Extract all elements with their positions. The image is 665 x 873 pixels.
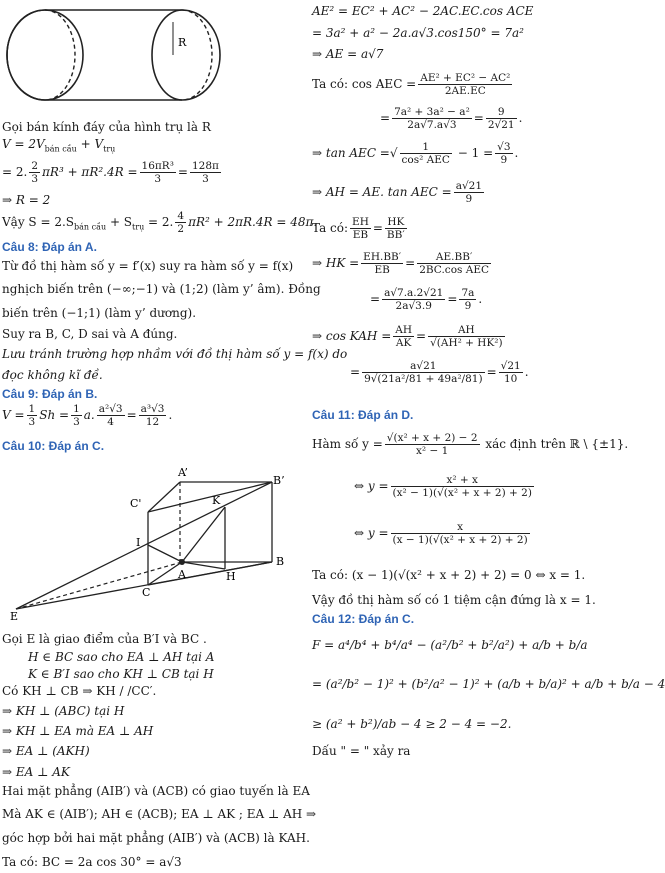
text-line: nghịch biến trên (−∞;−1) và (1;2) (làm y’ âm). Đồng <box>2 282 321 296</box>
formula-line: ⇒ HK = $\frac{EH.BB'}{EB}$ = $\frac{AE.BB'}{\text{2BC.cos AEC}}$ <box>312 251 490 276</box>
point-label: B <box>276 555 285 568</box>
formula-line: ⇒ AH = AE. tan AEC = $\frac{a√21}{9}$ <box>312 180 483 205</box>
formula-line: ⇒ tan AEC =√ $\frac{1}{\text{cos² AEC}}$ − 1 = $\frac{√3}{9}$ . <box>312 141 519 166</box>
text-line: góc hợp bởi hai mặt phẳng (AIB′) và (ACB) là KAH. <box>2 831 310 845</box>
text-line: Ta có: BC = 2a cos 30° = a√3 <box>2 855 182 869</box>
formula-line: Vậy $S = 2.S_{bán cầu} + S_{trụ} = 2$. $\frac{4}{2}$ πR² + 2πR.4R = 48π. <box>2 210 318 235</box>
formula-line: = 3a² + a² − 2a.a√3.cos150° = 7a² <box>312 26 524 40</box>
formula-line: ⇒ R = 2 <box>2 193 51 207</box>
radius-label: R <box>178 36 187 49</box>
text-line: Vậy đồ thị hàm số có 1 tiệm cận đứng là x = 1. <box>312 593 596 607</box>
text-line: Gọi bán kính đáy của hình trụ là R <box>2 120 211 134</box>
formula-line: $V = 2V_{bán cầu} + V_{trụ}$ <box>2 137 116 154</box>
point-label: C' <box>130 497 142 510</box>
text-line: biến trên (−1;1) (làm y’ dương). <box>2 306 197 320</box>
formula-line: = $\frac{a√21}{\text{9√(21a²/81 + 49a²/81)}}$ = $\frac{√21}{10}$ . <box>350 360 529 385</box>
point-label: K <box>212 494 221 507</box>
question-heading: Câu 12: Đáp án C. <box>312 612 415 626</box>
text-line: H ∈ BC sao cho EA ⊥ AH tại A <box>28 650 215 664</box>
text-line: Gọi E là giao điểm của B′I và BC . <box>2 632 207 646</box>
text-line: Dấu " = " xảy ra <box>312 744 411 758</box>
note-line: đọc không kĩ đề. <box>2 368 103 382</box>
question-heading: Câu 11: Đáp án D. <box>312 408 414 422</box>
formula-line: ⇒ cos KAH = $\frac{AH}{AK}$ = $\frac{AH}{\text{√(AH² + HK²)}}$ <box>312 324 503 349</box>
point-label: A <box>178 568 186 581</box>
formula-line: ⇒ AE = a√7 <box>312 47 384 61</box>
text-line: Suy ra B, C, D sai và A đúng. <box>2 327 178 341</box>
point-label: H <box>226 570 236 583</box>
text-line: ⇒ EA ⊥ AK <box>2 765 70 779</box>
formula-line: V = $\frac{1}{3}$ Sh = $\frac{1}{3}$ a. $\frac{\text{a²√3}}{4}$ = $\frac{\text{a³√3}}{12}$ . <box>2 403 173 428</box>
question-heading: Câu 10: Đáp án C. <box>2 439 105 453</box>
formula-line: AE² = EC² + AC² − 2AC.EC.cos ACE <box>312 4 534 18</box>
formula-line: ⇔ y = $\frac{x}{\text{(x − 1)(√(x² + x + 2) + 2)}}$ <box>354 521 528 546</box>
formula-line: F = a⁴/b⁴ + b⁴/a⁴ − (a²/b² + b²/a²) + a/b + b/a <box>312 638 588 652</box>
text-line: Có KH ⊥ CB ⇒ KH / /CC′. <box>2 684 157 698</box>
question-heading: Câu 8: Đáp án A. <box>2 240 97 254</box>
formula-line: Ta có: cos AEC = $\frac{\text{AE² + EC² − AC²}}{2AE.EC}$ <box>312 72 511 97</box>
formula-line: ⇔ y = $\frac{\text{x² + x}}{\text{(x² − 1)(√(x² + x + 2) + 2)}}$ <box>354 474 532 499</box>
formula-line: = 2. $\frac{2}{3}$ πR³ + πR².4R = $\frac{\text{16πR³}}{3}$ = $\frac{128\pi}{3}$ <box>2 160 219 185</box>
point-label: A’ <box>178 466 188 479</box>
text-line: K ∈ B′I sao cho KH ⊥ CB tại H <box>28 667 214 681</box>
formula-line: Ta có: $\frac{EH}{EB}$ = $\frac{HK}{BB'}$ <box>312 216 405 241</box>
formula-line: Hàm số y = $\frac{\text{√(x² + x + 2) − 2}}{\text{x² − 1}}$ xác định trên ℝ \ {±1}. <box>312 432 629 457</box>
point-label: E <box>10 610 19 623</box>
prism-figure <box>0 462 298 622</box>
text-line: ⇒ EA ⊥ (AKH) <box>2 744 90 758</box>
point-label: B’ <box>273 474 285 487</box>
point-label: C <box>142 586 151 599</box>
note-line: Lưu tránh trường hợp nhầm với đồ thị hàm số y = f(x) do <box>2 347 348 361</box>
cylinder-figure <box>0 0 230 112</box>
point-label: I <box>136 536 141 549</box>
text-line: ⇒ KH ⊥ EA mà EA ⊥ AH <box>2 724 154 738</box>
question-heading: Câu 9: Đáp án B. <box>2 387 98 401</box>
formula-line: = (a²/b² − 1)² + (b²/a² − 1)² + (a/b + b/a)² + a/b + b/a − 4 <box>312 677 665 691</box>
text-line: Hai mặt phẳng (AIB′) và (ACB) có giao tuyến là EA <box>2 784 310 798</box>
text-line: ⇒ KH ⊥ (ABC) tại H <box>2 704 125 718</box>
formula-line: Ta có: (x − 1)(√(x² + x + 2) + 2) = 0 ⇔ x = 1. <box>312 568 586 582</box>
formula-line: = $\frac{\text{7a² + 3a² − a²}}{2a√7.a√3}$ = $\frac{9}{2√21}$ . <box>380 106 523 131</box>
formula-line: ≥ (a² + b²)/ab − 4 ≥ 2 − 4 = −2. <box>312 717 512 731</box>
formula-line: = $\frac{a√7.a.2√21}{2a√3.9}$ = $\frac{7a}{9}$ . <box>370 287 483 312</box>
text-line: Từ đồ thị hàm số y = f′(x) suy ra hàm số y = f(x) <box>2 259 294 273</box>
text-line: Mà AK ∈ (AIB′); AH ∈ (ACB); EA ⊥ AK ; EA ⊥ AH ⇒ <box>2 807 317 821</box>
